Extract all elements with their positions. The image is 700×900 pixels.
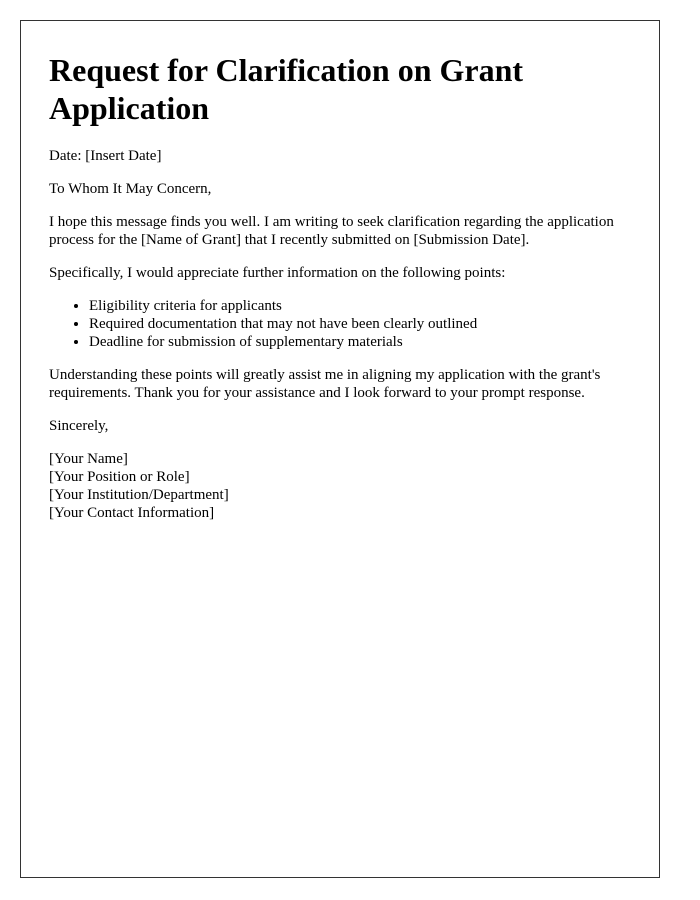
- letter-salutation: To Whom It May Concern,: [49, 181, 212, 197]
- list-item: • Required documentation that may not have been clearly outlined: [89, 315, 619, 333]
- signature-block: [49, 450, 619, 522]
- sign-off: Sincerely,: [49, 418, 109, 434]
- letter-intro: I hope this message finds you well. I am writing to seek clarification regarding the application process for the [Name of Grant] that I recently submitted on [Submission Date].: [49, 214, 614, 248]
- letter-title: Request for Clarification on Grant Application: [49, 52, 524, 126]
- points-list: [49, 297, 619, 351]
- closing-paragraph: Understanding these points will greatly assist me in aligning my application with the grant's requirements. Thank you for your assistance and I look forward to your prompt response.: [49, 367, 601, 401]
- list-item: • Deadline for submission of supplementary materials: [89, 333, 619, 351]
- signature-position: [Your Position or Role]: [49, 469, 190, 485]
- signature-contact: [Your Contact Information]: [49, 505, 215, 521]
- letter-page: [20, 20, 660, 878]
- letter-content: [49, 51, 619, 522]
- list-item: • Eligibility criteria for applicants: [89, 297, 619, 315]
- signature-name: [Your Name]: [49, 451, 128, 467]
- signature-institution: [Your Institution/Department]: [49, 487, 229, 503]
- letter-date: Date: [Insert Date]: [49, 148, 162, 164]
- points-intro: Specifically, I would appreciate further information on the following points:: [49, 265, 506, 281]
